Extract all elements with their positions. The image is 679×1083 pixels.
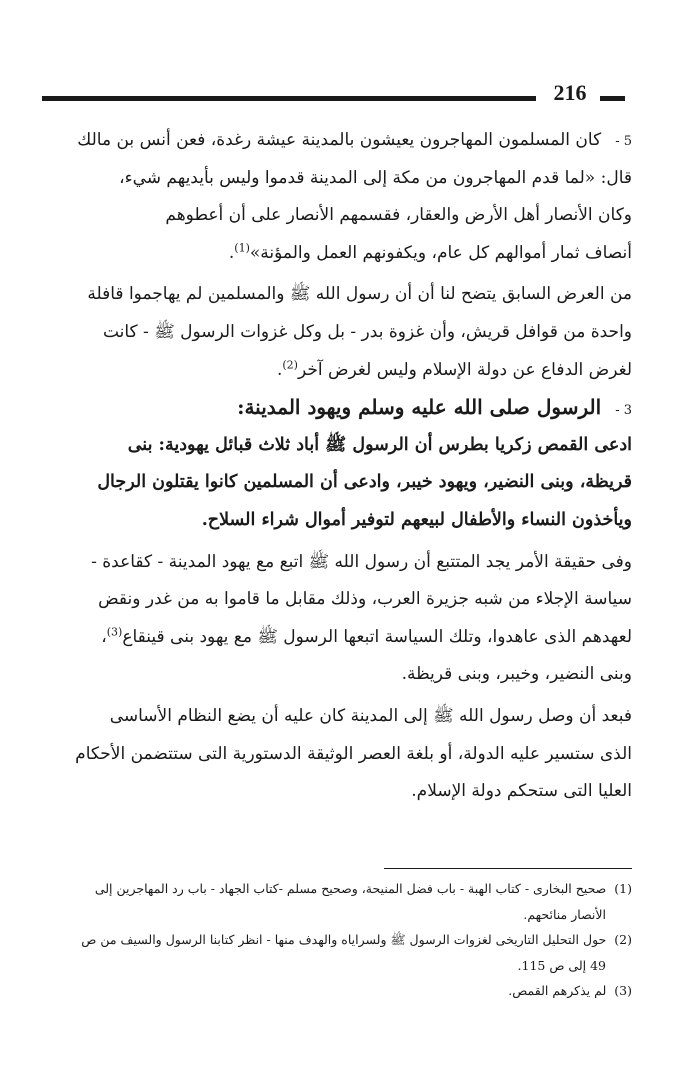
heading-text: الرسول صلى الله عليه وسلم ويهود المدينة:	[237, 395, 602, 420]
paragraph-line: وكان الأنصار أهل الأرض والعقار، فقسمهم الأنصار على أن أعطوهم	[165, 205, 632, 226]
paragraph-line	[48, 619, 632, 657]
page-number: 216	[553, 80, 587, 105]
footnote-number: (3)	[614, 983, 632, 998]
list-number: 5 -	[615, 134, 632, 149]
heading-number: 3 -	[615, 403, 632, 419]
line-end: .	[228, 242, 235, 263]
page-body	[48, 122, 632, 811]
paragraph-line	[48, 122, 632, 160]
footnote-number: (2)	[614, 932, 632, 947]
footnote-ref: (1)	[234, 241, 250, 255]
line-end: .	[276, 359, 283, 380]
footnote-number: (1)	[614, 881, 632, 896]
footnotes	[48, 876, 632, 1004]
paragraph-line: قريظة، وبنى النضير، ويهود خيبر، وادعى أن المسلمين كانوا يقتلون الرجال	[97, 472, 632, 493]
paragraph-line: ادعى القمص زكريا بطرس أن الرسول ﷺ أباد ثلاث قبائل يهودية: بنى	[127, 434, 632, 455]
section-heading	[48, 389, 632, 427]
line-text: لغرض الدفاع عن دولة الإسلام وليس لغرض آخر	[297, 359, 632, 380]
footnote-line	[48, 927, 632, 953]
header-rule-right	[600, 96, 625, 101]
paragraph-line: فبعد أن وصل رسول الله ﷺ إلى المدينة كان عليه أن يضع النظام الأساسى	[109, 705, 632, 726]
footnote-ref: (3)	[106, 625, 123, 639]
footnote-line: 49 إلى ص 115.	[517, 957, 606, 973]
paragraph-line	[48, 352, 632, 390]
footnote-text: صحيح البخارى - كتاب الهبة - باب فضل المنيحة، وصحيح مسلم -كتاب الجهاد - باب رد المهاجرين إلى	[94, 881, 607, 896]
paragraph-line	[48, 235, 632, 273]
paragraph-line: العليا التى ستحكم دولة الإسلام.	[411, 781, 632, 802]
line-end: ،	[101, 626, 107, 647]
paragraph-line: الذى ستسير عليه الدولة، أو بلغة العصر الوثيقة الدستورية التى ستتضمن الأحكام	[75, 743, 632, 764]
line-text: أنصاف ثمار أموالهم كل عام، ويكفونهم العمل والمؤنة»	[249, 242, 632, 263]
header-rule-left	[42, 96, 536, 101]
paragraph-line: قال: «لما قدم المهاجرون من مكة إلى المدينة قدموا وليس بأيديهم شيء،	[119, 167, 632, 188]
paragraph-line: وفى حقيقة الأمر يجد المتتبع أن رسول الله ﷺ اتبع مع يهود المدينة - كقاعدة -	[91, 551, 632, 572]
footnote-line: الأنصار منائحهم.	[523, 906, 606, 922]
paragraph-line: ويأخذون النساء والأطفال لبيعهم لتوفير أموال شراء السلاح.	[201, 509, 632, 530]
line-text: كان المسلمون المهاجرون يعيشون بالمدينة عيشة رغدة، فعن أنس بن مالك	[77, 130, 602, 150]
footnote-line	[48, 876, 632, 902]
line-text: لعهدهم الذى عاهدوا، وتلك السياسة اتبعها الرسول ﷺ مع يهود بنى قينقاع	[122, 626, 632, 647]
footnote-rule	[384, 868, 632, 869]
footnote-ref: (2)	[282, 357, 298, 371]
paragraph-line: وبنى النضير، وخيبر، وبنى قريظة.	[401, 664, 632, 685]
paragraph-line: من العرض السابق يتضح لنا أن أن رسول الله ﷺ والمسلمين لم يهاجموا قافلة	[87, 284, 632, 305]
paragraph-line: سياسة الإجلاء من شبه جزيرة العرب، وذلك مقابل ما قاموا به من غدر ونقض	[98, 589, 632, 610]
footnote-text: حول التحليل التاريخى لغزوات الرسول ﷺ ولسراياه والهدف منها - انظر كتابنا الرسول والسيف من ص	[81, 932, 607, 947]
footnote-line	[48, 978, 632, 1004]
paragraph-line: واحدة من قوافل قريش، وأن غزوة بدر - بل وكل غزوات الرسول ﷺ - كانت	[102, 321, 632, 342]
footnote-text: لم يذكرهم القمص.	[508, 983, 607, 998]
